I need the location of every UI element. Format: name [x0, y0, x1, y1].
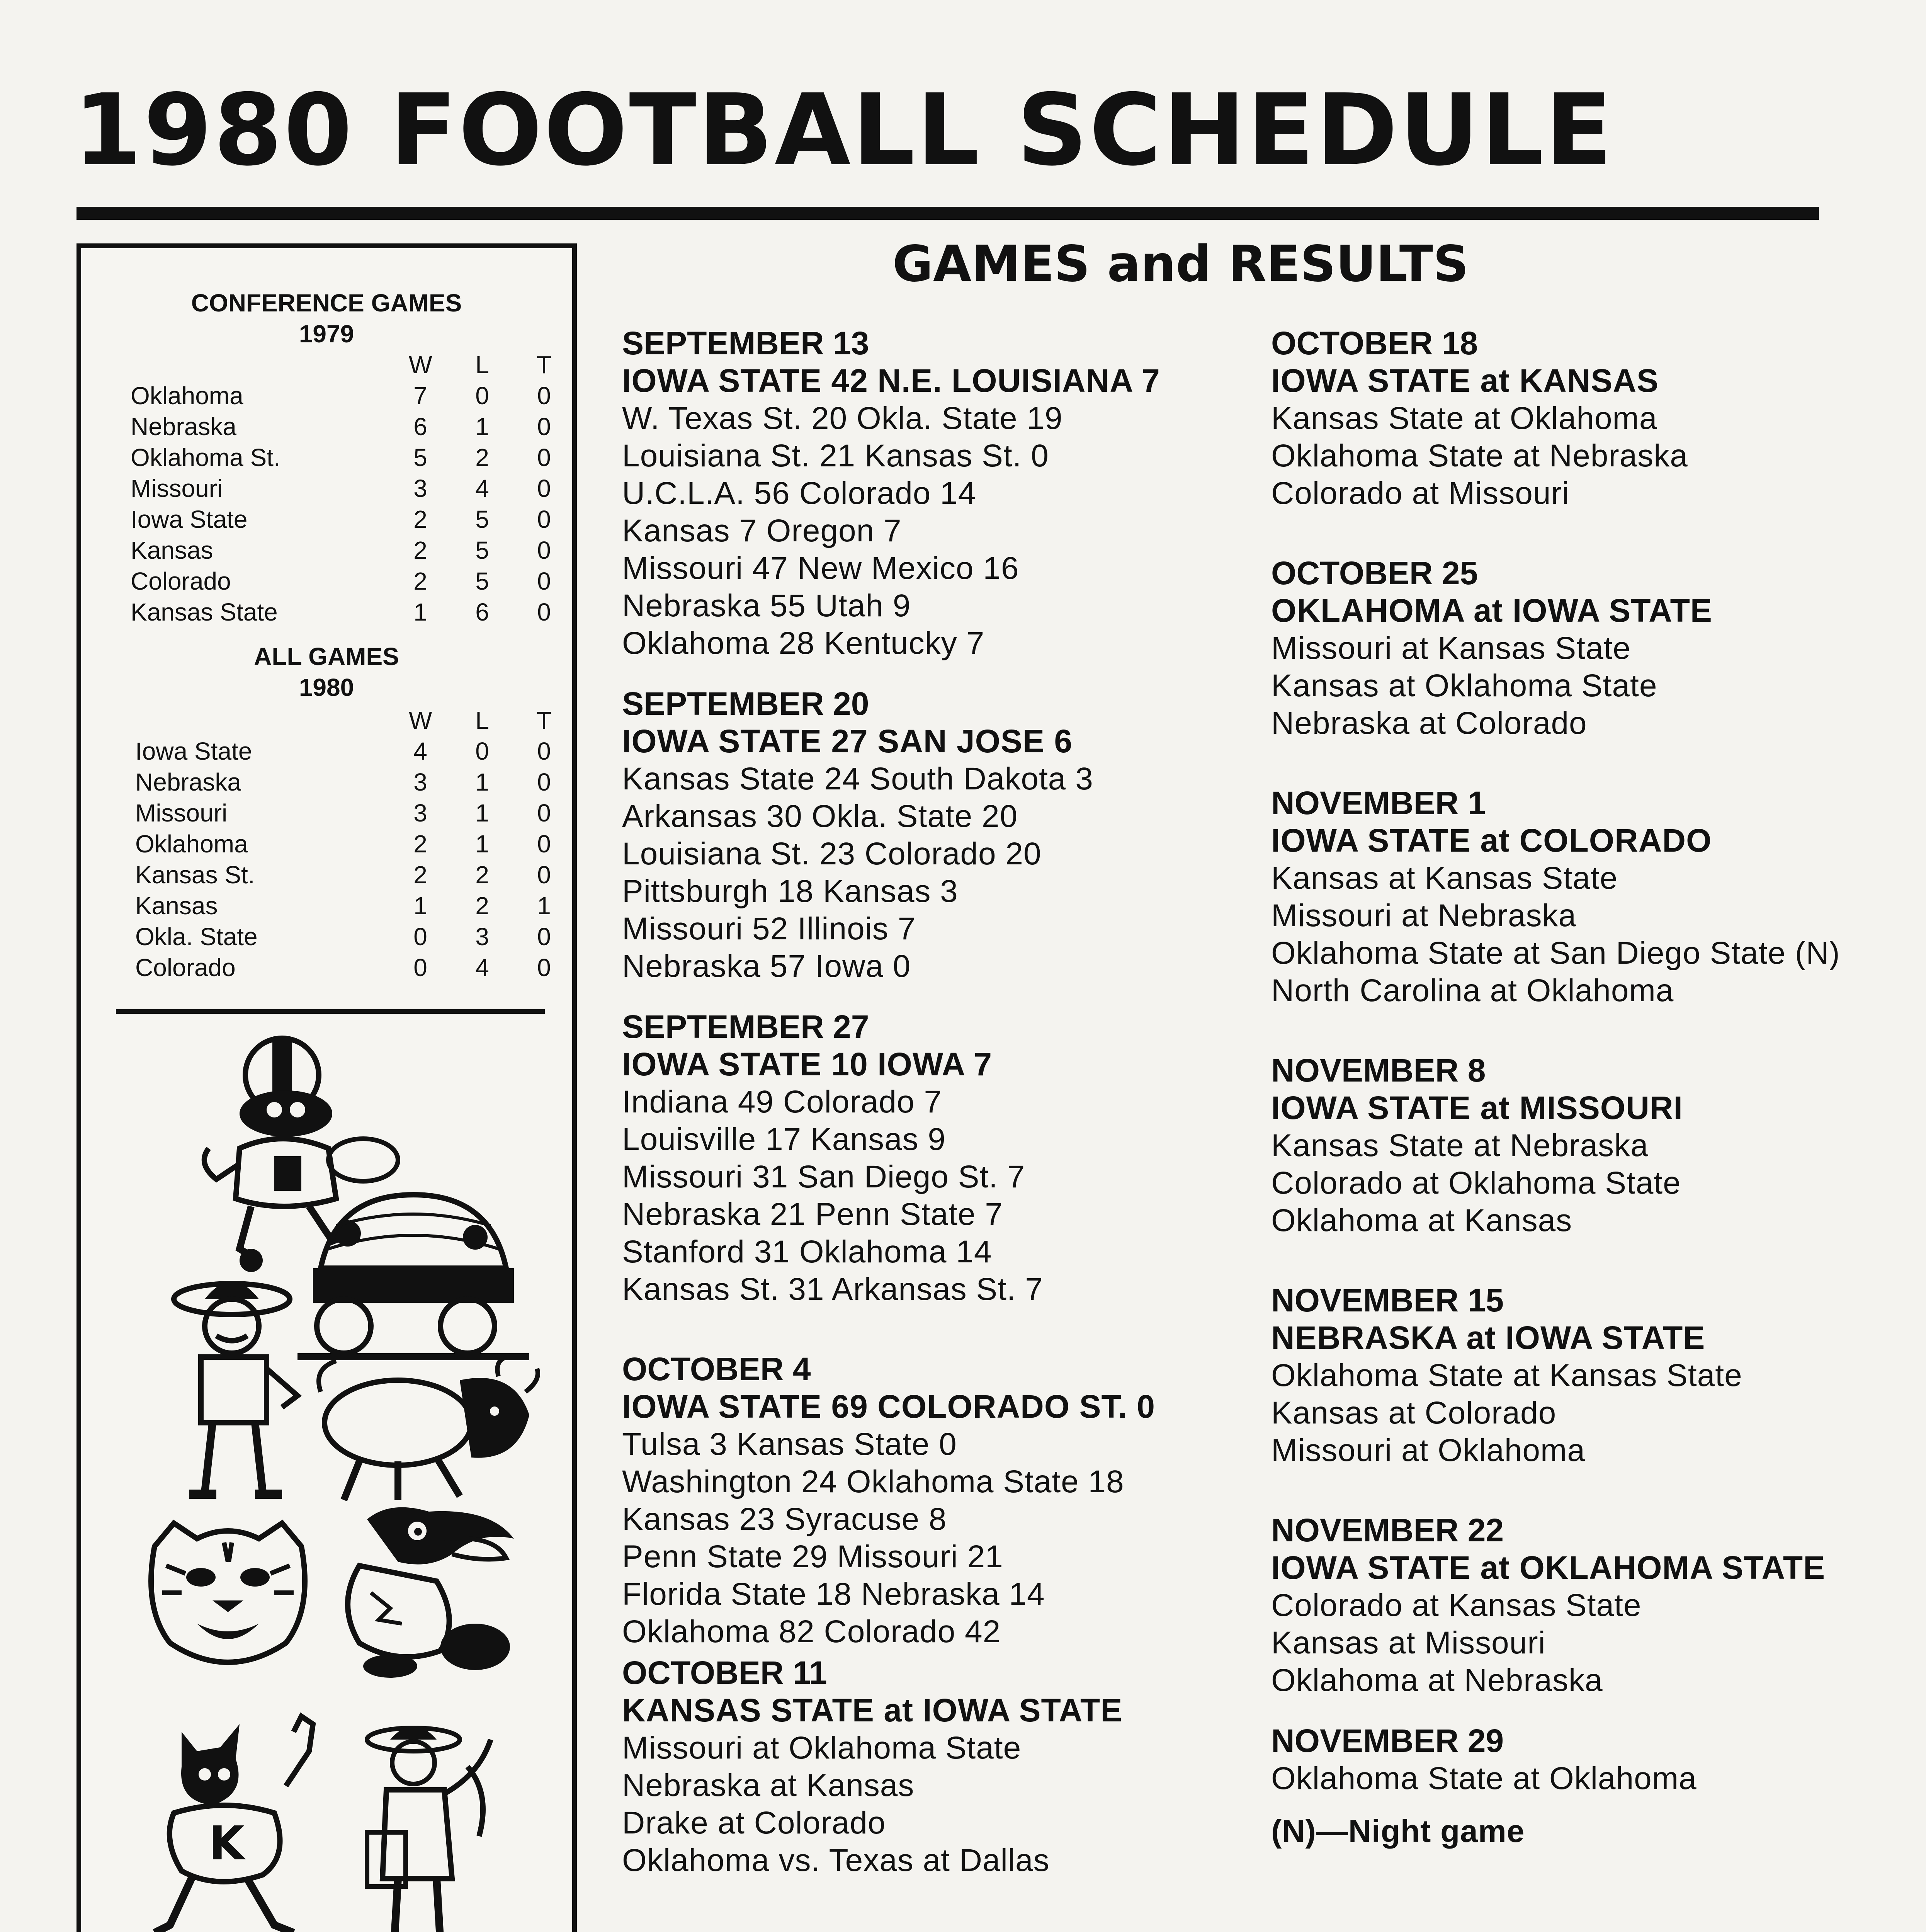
- ties: 0: [537, 474, 551, 502]
- game-result: North Carolina at Oklahoma: [1271, 973, 1674, 1008]
- losses: 2: [475, 444, 489, 471]
- losses: 2: [475, 892, 489, 920]
- game-result: Florida State 18 Nebraska 14: [622, 1577, 1045, 1612]
- week-block: [1271, 1722, 1858, 1797]
- wins: 1: [413, 598, 427, 626]
- all-games-year: 1980: [299, 673, 354, 701]
- game-result: Colorado at Oklahoma State: [1271, 1165, 1681, 1201]
- losses: 5: [475, 536, 489, 564]
- game-result: Oklahoma 82 Colorado 42: [622, 1614, 1001, 1649]
- ties: 0: [537, 954, 551, 981]
- game-result: W. Texas St. 20 Okla. State 19: [622, 401, 1063, 436]
- week-block: [1271, 1282, 1858, 1469]
- standings-row: [135, 953, 580, 984]
- game-result: Nebraska 21 Penn State 7: [622, 1197, 1003, 1232]
- conference-games-heading: CONFERENCE GAMES: [191, 289, 462, 317]
- wins: 3: [413, 799, 427, 827]
- standings-row: [135, 799, 580, 830]
- team-name: Oklahoma St.: [131, 444, 280, 471]
- game-result: Missouri at Kansas State: [1271, 631, 1631, 666]
- game-result: Washington 24 Oklahoma State 18: [622, 1464, 1124, 1499]
- team-name: Iowa State: [131, 505, 248, 533]
- standings-row: [131, 412, 575, 443]
- week-block: [1271, 1512, 1858, 1699]
- wins: 2: [413, 567, 427, 595]
- column-header-w: W: [409, 706, 432, 734]
- title-rule: [76, 207, 1819, 220]
- team-name: Oklahoma: [135, 830, 248, 858]
- wins: 2: [413, 861, 427, 889]
- all-games-heading: ALL GAMES: [254, 643, 399, 670]
- week-block: [1271, 325, 1858, 512]
- game-result: Oklahoma State at Nebraska: [1271, 438, 1688, 473]
- losses: 5: [475, 567, 489, 595]
- team-name: Kansas State: [131, 598, 278, 626]
- sooner-schooner-wagon-icon: [290, 1179, 537, 1365]
- team-name: Missouri: [135, 799, 228, 827]
- featured-game: IOWA STATE at KANSAS: [1271, 362, 1659, 399]
- buffalo-mascot-icon: [297, 1345, 549, 1508]
- week-block: [1271, 1052, 1858, 1239]
- wins: 4: [413, 737, 427, 765]
- losses: 0: [475, 382, 489, 410]
- week-date: NOVEMBER 22: [1271, 1512, 1504, 1548]
- game-result: Kansas at Missouri: [1271, 1625, 1546, 1660]
- game-result: Kansas 23 Syracuse 8: [622, 1502, 947, 1537]
- ties: 0: [537, 768, 551, 796]
- wins: 0: [413, 923, 427, 951]
- game-result: Nebraska at Kansas: [622, 1768, 915, 1803]
- losses: 1: [475, 830, 489, 858]
- week-date: NOVEMBER 8: [1271, 1052, 1486, 1088]
- ties: 0: [537, 799, 551, 827]
- ties: 0: [537, 598, 551, 626]
- game-result: Louisville 17 Kansas 9: [622, 1122, 946, 1157]
- game-result: Penn State 29 Missouri 21: [622, 1539, 1003, 1574]
- game-result: Stanford 31 Oklahoma 14: [622, 1234, 992, 1269]
- week-block: [1271, 784, 1858, 1009]
- team-name: Kansas St.: [135, 861, 255, 889]
- losses: 6: [475, 598, 489, 626]
- standings-row: [135, 768, 580, 799]
- losses: 1: [475, 768, 489, 796]
- featured-game: KANSAS STATE at IOWA STATE: [622, 1692, 1123, 1728]
- game-result: Nebraska 57 Iowa 0: [622, 949, 911, 984]
- featured-game: OKLAHOMA at IOWA STATE: [1271, 592, 1712, 629]
- standings-row: [131, 505, 575, 536]
- ties: 0: [537, 861, 551, 889]
- schedule-right-column: [1271, 325, 1858, 1850]
- week-block: [622, 325, 1256, 662]
- game-result: Louisiana St. 23 Colorado 20: [622, 836, 1042, 871]
- standings-row: [135, 891, 580, 922]
- column-header-l: L: [475, 351, 489, 379]
- game-result: Kansas State 24 South Dakota 3: [622, 761, 1093, 796]
- wins: 5: [413, 444, 427, 471]
- wins: 3: [413, 474, 427, 502]
- game-result: Oklahoma vs. Texas at Dallas: [622, 1843, 1050, 1878]
- standings-row: [131, 443, 575, 474]
- featured-game: NEBRASKA at IOWA STATE: [1271, 1320, 1705, 1356]
- game-result: Colorado at Missouri: [1271, 476, 1569, 511]
- games-and-results-heading: GAMES and RESULTS: [892, 235, 1469, 293]
- standings-box: [76, 243, 577, 1932]
- column-header-l: L: [475, 706, 489, 734]
- ties: 0: [537, 444, 551, 471]
- game-result: Missouri 47 New Mexico 16: [622, 551, 1019, 586]
- game-result: Oklahoma State at Kansas State: [1271, 1358, 1742, 1393]
- team-name: Oklahoma: [131, 382, 243, 410]
- week-block: [1271, 554, 1858, 742]
- team-name: Nebraska: [135, 768, 241, 796]
- svg-text:K: K: [209, 1817, 245, 1871]
- game-result: Kansas State at Oklahoma: [1271, 401, 1657, 436]
- week-date: SEPTEMBER 27: [622, 1009, 869, 1045]
- wins: 2: [413, 536, 427, 564]
- losses: 5: [475, 505, 489, 533]
- standings-row: [131, 536, 575, 567]
- game-result: Nebraska at Colorado: [1271, 706, 1587, 741]
- game-result: Kansas State at Nebraska: [1271, 1128, 1649, 1163]
- standings-row: [131, 598, 575, 629]
- team-name: Iowa State: [135, 737, 252, 765]
- featured-game: IOWA STATE 10 IOWA 7: [622, 1046, 993, 1082]
- ties: 0: [537, 382, 551, 410]
- week-block: [622, 1008, 1256, 1308]
- week-date: SEPTEMBER 20: [622, 685, 869, 722]
- losses: 4: [475, 954, 489, 981]
- game-result: Louisiana St. 21 Kansas St. 0: [622, 438, 1049, 473]
- column-header-t: T: [536, 351, 552, 379]
- week-block: [622, 685, 1256, 985]
- night-game-footnote: (N)—Night game: [1271, 1814, 1525, 1849]
- team-name: Nebraska: [131, 413, 236, 440]
- ties: 0: [537, 505, 551, 533]
- conference-games-year: 1979: [299, 320, 354, 348]
- game-result: Drake at Colorado: [622, 1805, 886, 1840]
- cornhusker-mascot-icon: [352, 1716, 514, 1932]
- ties: 0: [537, 413, 551, 440]
- wins: 2: [413, 505, 427, 533]
- standings-row: [135, 861, 580, 891]
- losses: 3: [475, 923, 489, 951]
- game-result: Pittsburgh 18 Kansas 3: [622, 874, 958, 909]
- game-result: Kansas at Oklahoma State: [1271, 668, 1657, 703]
- week-date: OCTOBER 11: [622, 1655, 827, 1691]
- featured-game: IOWA STATE 27 SAN JOSE 6: [622, 723, 1073, 759]
- standings-divider: [116, 1009, 545, 1014]
- column-header-t: T: [536, 706, 552, 734]
- standings-row: [131, 567, 575, 598]
- ties: 0: [537, 830, 551, 858]
- wildcat-mascot-icon: [147, 1709, 348, 1932]
- week-date: OCTOBER 4: [622, 1351, 811, 1387]
- game-result: Missouri at Oklahoma: [1271, 1433, 1585, 1468]
- game-result: Kansas at Kansas State: [1271, 861, 1618, 896]
- week-date: NOVEMBER 29: [1271, 1723, 1504, 1759]
- team-name: Colorado: [135, 954, 236, 981]
- losses: 0: [475, 737, 489, 765]
- game-result: Missouri at Oklahoma State: [622, 1730, 1022, 1765]
- team-name: Colorado: [131, 567, 231, 595]
- game-result: Colorado at Kansas State: [1271, 1588, 1642, 1623]
- featured-game: IOWA STATE at OKLAHOMA STATE: [1271, 1549, 1826, 1586]
- cowboy-mascot-icon: [158, 1268, 321, 1508]
- game-result: Oklahoma at Nebraska: [1271, 1663, 1603, 1698]
- team-name: Kansas: [131, 536, 213, 564]
- schedule-left-column: [622, 325, 1256, 1879]
- team-name: Kansas: [135, 892, 218, 920]
- week-date: OCTOBER 18: [1271, 325, 1478, 361]
- conference-standings-table: [131, 350, 575, 629]
- tiger-mascot-icon: [139, 1515, 317, 1678]
- standings-row: [131, 474, 575, 505]
- week-date: NOVEMBER 1: [1271, 785, 1486, 821]
- game-result: Kansas 7 Oregon 7: [622, 513, 902, 548]
- featured-game: IOWA STATE 42 N.E. LOUISIANA 7: [622, 362, 1160, 399]
- game-result: U.C.L.A. 56 Colorado 14: [622, 476, 976, 511]
- game-result: Kansas at Colorado: [1271, 1395, 1557, 1430]
- column-header-w: W: [409, 351, 432, 379]
- game-result: Nebraska 55 Utah 9: [622, 588, 911, 623]
- standings-row: [135, 830, 580, 861]
- wins: 6: [413, 413, 427, 440]
- jayhawk-mascot-icon: [313, 1496, 529, 1682]
- game-result: Oklahoma State at Oklahoma: [1271, 1761, 1697, 1796]
- game-result: Oklahoma at Kansas: [1271, 1203, 1572, 1238]
- page-title: 1980 FOOTBALL SCHEDULE: [73, 73, 1614, 188]
- featured-game: IOWA STATE 69 COLORADO ST. 0: [622, 1388, 1155, 1425]
- ties: 0: [537, 923, 551, 951]
- team-name: Missouri: [131, 474, 223, 502]
- week-block: [622, 1350, 1256, 1650]
- game-result: Missouri 31 San Diego St. 7: [622, 1159, 1025, 1194]
- featured-game: IOWA STATE at MISSOURI: [1271, 1090, 1683, 1126]
- week-date: SEPTEMBER 13: [622, 325, 869, 361]
- ties: 0: [537, 567, 551, 595]
- standings-row: [131, 381, 575, 412]
- wins: 2: [413, 830, 427, 858]
- losses: 1: [475, 413, 489, 440]
- game-result: Kansas St. 31 Arkansas St. 7: [622, 1272, 1044, 1307]
- standings-row: [135, 922, 580, 953]
- week-date: NOVEMBER 15: [1271, 1282, 1504, 1318]
- team-name: Okla. State: [135, 923, 258, 951]
- week-date: OCTOBER 25: [1271, 555, 1478, 591]
- wins: 0: [413, 954, 427, 981]
- game-result: Tulsa 3 Kansas State 0: [622, 1427, 957, 1462]
- featured-game: IOWA STATE at COLORADO: [1271, 822, 1712, 859]
- game-result: Oklahoma State at San Diego State (N): [1271, 935, 1840, 971]
- game-result: Arkansas 30 Okla. State 20: [622, 799, 1018, 834]
- wins: 3: [413, 768, 427, 796]
- game-result: Missouri 52 Illinois 7: [622, 911, 916, 946]
- wins: 7: [413, 382, 427, 410]
- ties: 0: [537, 536, 551, 564]
- wins: 1: [413, 892, 427, 920]
- game-result: Oklahoma 28 Kentucky 7: [622, 626, 985, 661]
- losses: 2: [475, 861, 489, 889]
- game-result: Missouri at Nebraska: [1271, 898, 1577, 933]
- week-block: [622, 1654, 1256, 1879]
- ties: 0: [537, 737, 551, 765]
- game-result: Indiana 49 Colorado 7: [622, 1084, 942, 1119]
- standings-row: [135, 737, 580, 768]
- all-games-standings-table: [135, 706, 580, 984]
- losses: 1: [475, 799, 489, 827]
- losses: 4: [475, 474, 489, 502]
- ties: 1: [537, 892, 551, 920]
